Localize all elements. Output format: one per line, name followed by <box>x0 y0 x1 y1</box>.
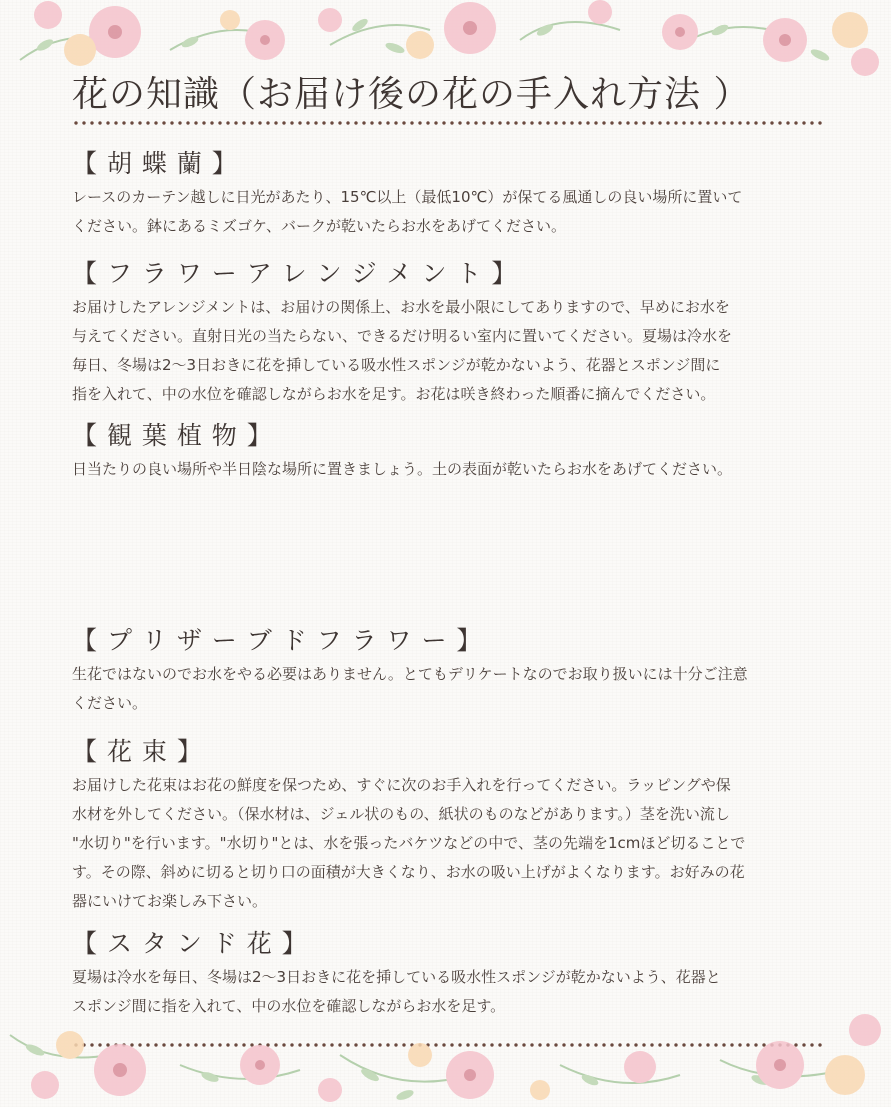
section-foliage-plants <box>72 419 832 484</box>
section-body: お届けした花束はお花の鮮度を保つため、すぐに次のお手入れを行ってください。ラッピングや保 水材を外してください。（保水材は、ジェル状のもの、紙状のものなどがあります。）茎を洗い流し "水切り"を行います。"水切り"とは、水を張ったバケツなどの中で、茎の先端を1cmほど切ることで す。その際、斜めに切ると切り口の面積が大きくなり、お水の吸い上げがよくなります。お好みの花 器にいけてお楽しみ下さい。 <box>72 776 746 910</box>
section-body: 日当たりの良い場所や半日陰な場所に置きましょう。土の表面が乾いたらお水をあげてください。 <box>72 460 733 478</box>
section-heading: 【 ス タ ン ド 花 】 <box>72 929 308 958</box>
section-heading: 【 花 束 】 <box>72 737 203 766</box>
section-body: 生花ではないのでお水をやる必要はありません。とてもデリケートなのでお取り扱いには十分ご注意 ください。 <box>72 665 748 712</box>
floral-border-bottom-icon <box>0 995 891 1107</box>
section-body: レースのカーテン越しに日光があたり、15℃以上（最低10℃）が保てる風通しの良い場所に置いて ください。鉢にあるミズゴケ、バークが乾いたらお水をあげてください。 <box>72 188 743 235</box>
section-heading: 【 観 葉 植 物 】 <box>72 421 273 450</box>
section-body: お届けしたアレンジメントは、お届けの関係上、お水を最小限にしてありますので、早めにお水を 与えてください。直射日光の当たらない、できるだけ明るい室内に置いてください。夏場は冷水を 毎日、冬場は2～3日おきに花を挿している吸水性スポンジが乾かないよう、花器とスポンジ間に 指を入れて、中の水位を確認しながらお水を足す。お花は咲き終わった順番に摘んでください。 <box>72 298 733 403</box>
section-heading: 【 胡 蝶 蘭 】 <box>72 149 238 178</box>
dotted-divider-top <box>72 121 822 125</box>
section-heading: 【 フ ラ ワ ー ア レ ン ジ メ ン ト 】 <box>72 259 518 288</box>
section-kochoran <box>72 147 832 241</box>
section-heading: 【 プ リ ザ ー ブ ド フ ラ ワ ー 】 <box>72 626 483 655</box>
page-title: 花の知識（お届け後の花の手入れ方法 ） <box>72 74 751 115</box>
section-body: 夏場は冷水を毎日、冬場は2～3日おきに花を挿している吸水性スポンジが乾かないよう、花器と スポンジ間に指を入れて、中の水位を確認しながらお水を足す。 <box>72 968 721 1015</box>
floral-border-top-icon <box>0 0 891 80</box>
section-bouquet <box>72 735 832 916</box>
section-preserved-flower <box>72 624 832 718</box>
section-flower-arrangement <box>72 257 832 409</box>
